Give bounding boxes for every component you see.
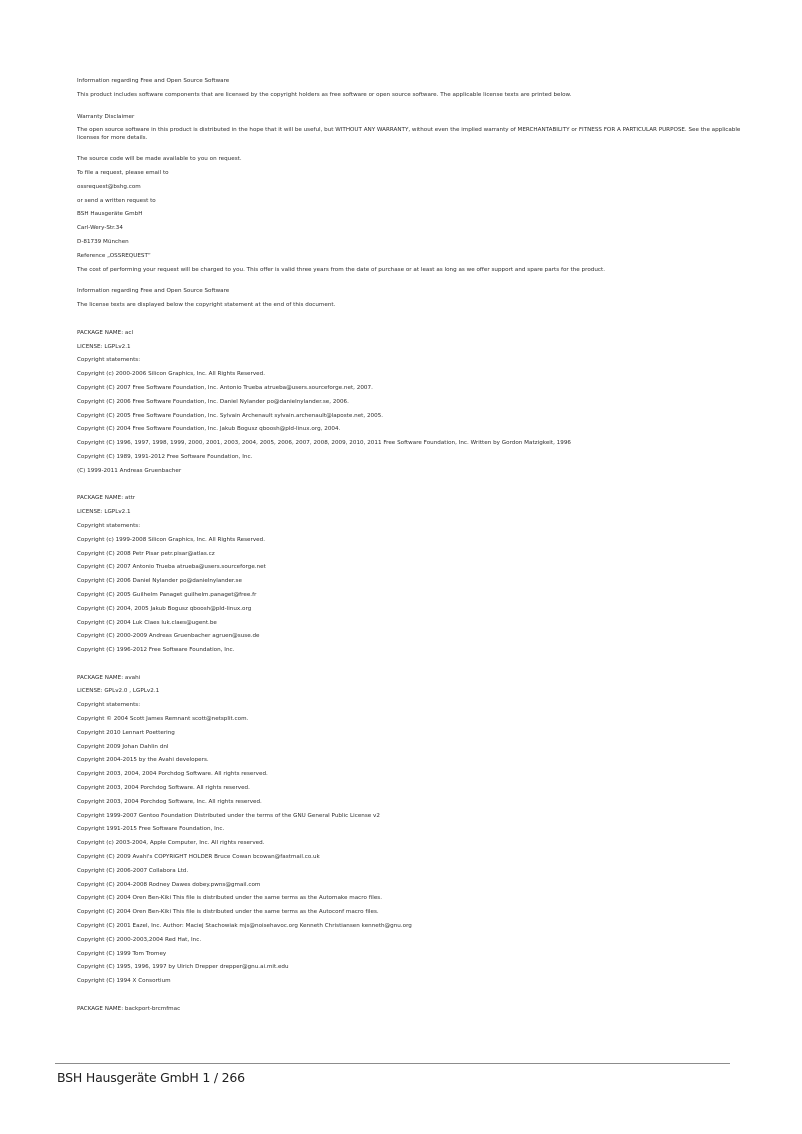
footer-divider [55, 1063, 730, 1064]
page-footer: BSH Hausgeräte GmbH 1 / 266 [57, 1070, 245, 1085]
info2-text: The license texts are displayed below the copyright statement at the end of this document. [77, 302, 336, 309]
spacer [77, 145, 749, 153]
page-content [77, 75, 749, 1017]
package-name: PACKAGE NAME: attr [77, 495, 136, 502]
copyright-line: Copyright 2003, 2004 Porchdog Software. All rights reserved. [77, 785, 250, 792]
copyright-line: Copyright 2010 Lennart Poettering [77, 729, 175, 736]
copyright-line: Copyright (C) 2004 Free Software Foundation, Inc. Jakub Bogusz qboosh@pld-linux.org, 2004. [77, 426, 341, 433]
copyright-line: Copyright (C) 2006-2007 Collabora Ltd. [77, 867, 189, 874]
copyright-line: Copyright (C) 1996-2012 Free Software Foundation, Inc. [77, 647, 235, 654]
package-license: LICENSE: LGPLv2.1 [77, 343, 131, 350]
address-company: BSH Hausgeräte GmbH [77, 211, 143, 218]
request-email-link[interactable]: ossrequest@bshg.com [77, 183, 141, 190]
spacer [77, 313, 749, 327]
package-avahi [77, 672, 749, 989]
warranty-heading: Warranty Disclaimer [77, 113, 135, 120]
copyright-line: Copyright (C) 1999 Tom Tromey [77, 950, 167, 957]
source-request-line: To file a request, please email to [77, 170, 169, 176]
copyright-line: Copyright (C) 1995, 1996, 1997 by Ulrich Drepper drepper@gnu.ai.mit.edu [77, 964, 289, 971]
spacer [77, 103, 749, 111]
copyright-statements-label: Copyright statements: [77, 522, 141, 529]
info2-heading: Information regarding Free and Open Source Software [77, 288, 230, 295]
copyright-line: (C) 1999-2011 Andreas Gruenbacher [77, 467, 182, 474]
copyright-line: Copyright (C) 1996, 1997, 1998, 1999, 2000, 2001, 2003, 2004, 2005, 2006, 2007, 2008, 2009, 2010, 2011 Free Software Foundation, Inc. Written by Gordon Matzigkeit, 1996 [77, 440, 571, 447]
copyright-line: Copyright (C) 2005 Guilhelm Panaget guilhelm.panaget@free.fr [77, 591, 257, 598]
package-name: PACKAGE NAME: backport-brcmfmac [77, 1005, 181, 1012]
package-attr [77, 492, 749, 658]
package-name: PACKAGE NAME: acl [77, 329, 134, 336]
copyright-line: Copyright 1999-2007 Gentoo Foundation Distributed under the terms of the GNU General Public License v2 [77, 812, 380, 819]
source-request-line: The source code will be made available to you on request. [77, 156, 242, 163]
package-name: PACKAGE NAME: avahi [77, 674, 141, 681]
spacer [77, 479, 749, 493]
copyright-line: Copyright (C) 1994 X Consortium [77, 978, 171, 985]
copyright-line: Copyright (c) 2000-2006 Silicon Graphics, Inc. All Rights Reserved. [77, 371, 266, 378]
request-reference: Reference „OSSREQUEST“ [77, 252, 151, 259]
copyright-statements-label: Copyright statements: [77, 357, 141, 364]
copyright-line: Copyright (C) 2006 Free Software Foundation, Inc. Daniel Nylander po@danielnylander.se, 2006. [77, 398, 349, 405]
copyright-line: Copyright (C) 2004 Oren Ben-Kiki This file is distributed under the same terms as the Automake macro files. [77, 895, 383, 902]
copyright-line: Copyright 2003, 2004, 2004 Porchdog Software. All rights reserved. [77, 771, 268, 778]
copyright-line: Copyright (C) 1989, 1991-2012 Free Software Foundation, Inc. [77, 453, 253, 460]
copyright-line: Copyright (C) 2007 Free Software Foundation, Inc. Antonio Trueba atrueba@users.sourceforge.net, 2007. [77, 384, 373, 391]
copyright-line: Copyright 2009 Johan Dahlin dnl [77, 743, 169, 750]
copyright-line: Copyright (C) 2004 Oren Ben-Kiki This file is distributed under the same terms as the Autoconf macro files. [77, 909, 379, 916]
copyright-line: Copyright 2004-2015 by the Avahi developers. [77, 757, 209, 764]
copyright-line: Copyright (C) 2008 Petr Pisar petr.pisar@atlas.cz [77, 550, 215, 557]
copyright-line: Copyright (C) 2005 Free Software Foundation, Inc. Sylvain Archenault sylvain.archenault@laposte.net, 2005. [77, 412, 384, 419]
warranty-text: The open source software in this product is distributed in the hope that it will be useful, but WITHOUT ANY WARRANTY, without even the implied warranty of MERCHANTABILITY or FITNESS FOR A PARTICULAR PURPOSE. See the applicable licenses for more details. [77, 127, 741, 141]
package-license: LICENSE: LGPLv2.1 [77, 509, 131, 516]
address-city: D-81739 München [77, 238, 129, 245]
copyright-line: Copyright (C) 2009 Avahi's COPYRIGHT HOLDER Bruce Cowan bcowan@fastmail.co.uk [77, 854, 320, 861]
copyright-line: Copyright (C) 2001 Eazel, Inc. Author: Maciej Stachowiak mjs@noisehavoc.org Kenneth Christiansen kenneth@gnu.org [77, 923, 412, 930]
intro-text: This product includes software components that are licensed by the copyright holders as free software or open source software. The applicable license texts are printed below. [77, 91, 572, 98]
copyright-line: Copyright (C) 2004-2008 Rodney Dawes dobey.pwns@gmail.com [77, 881, 261, 888]
package-acl [77, 327, 749, 479]
copyright-line: Copyright © 2004 Scott James Remnant scott@netsplit.com. [77, 716, 249, 723]
request-cost-notice: The cost of performing your request will be charged to you. This offer is valid three years from the date of purchase or at least as long as we offer support and spare parts for the product. [77, 266, 606, 273]
package-license: LICENSE: GPLv2.0 , LGPLv2.1 [77, 688, 160, 695]
spacer [77, 989, 749, 1003]
address-street: Carl-Wery-Str.34 [77, 225, 123, 232]
spacer [77, 658, 749, 672]
package-backport-brcmfmac [77, 1003, 749, 1017]
copyright-line: Copyright (C) 2004, 2005 Jakub Bogusz qboosh@pld-linux.org [77, 605, 252, 612]
copyright-line: Copyright (C) 2004 Luk Claes luk.claes@ugent.be [77, 619, 217, 626]
copyright-line: Copyright (C) 2007 Antonio Trueba atrueba@users.sourceforge.net [77, 564, 266, 571]
intro-heading: Information regarding Free and Open Source Software [77, 78, 230, 84]
copyright-statements-label: Copyright statements: [77, 702, 141, 709]
copyright-line: Copyright (C) 2000-2003,2004 Red Hat, Inc. [77, 936, 202, 943]
copyright-line: Copyright 1991-2015 Free Software Foundation, Inc. [77, 826, 225, 833]
source-request-line: or send a written request to [77, 197, 156, 204]
spacer [77, 277, 749, 285]
copyright-line: Copyright (c) 1999-2008 Silicon Graphics, Inc. All Rights Reserved. [77, 536, 266, 543]
copyright-line: Copyright (C) 2000-2009 Andreas Gruenbacher agruen@suse.de [77, 633, 260, 640]
copyright-line: Copyright (C) 2006 Daniel Nylander po@danielnylander.se [77, 578, 242, 585]
copyright-line: Copyright 2003, 2004 Porchdog Software, Inc. All rights reserved. [77, 798, 262, 805]
copyright-line: Copyright (c) 2003-2004, Apple Computer, Inc. All rights reserved. [77, 840, 265, 847]
